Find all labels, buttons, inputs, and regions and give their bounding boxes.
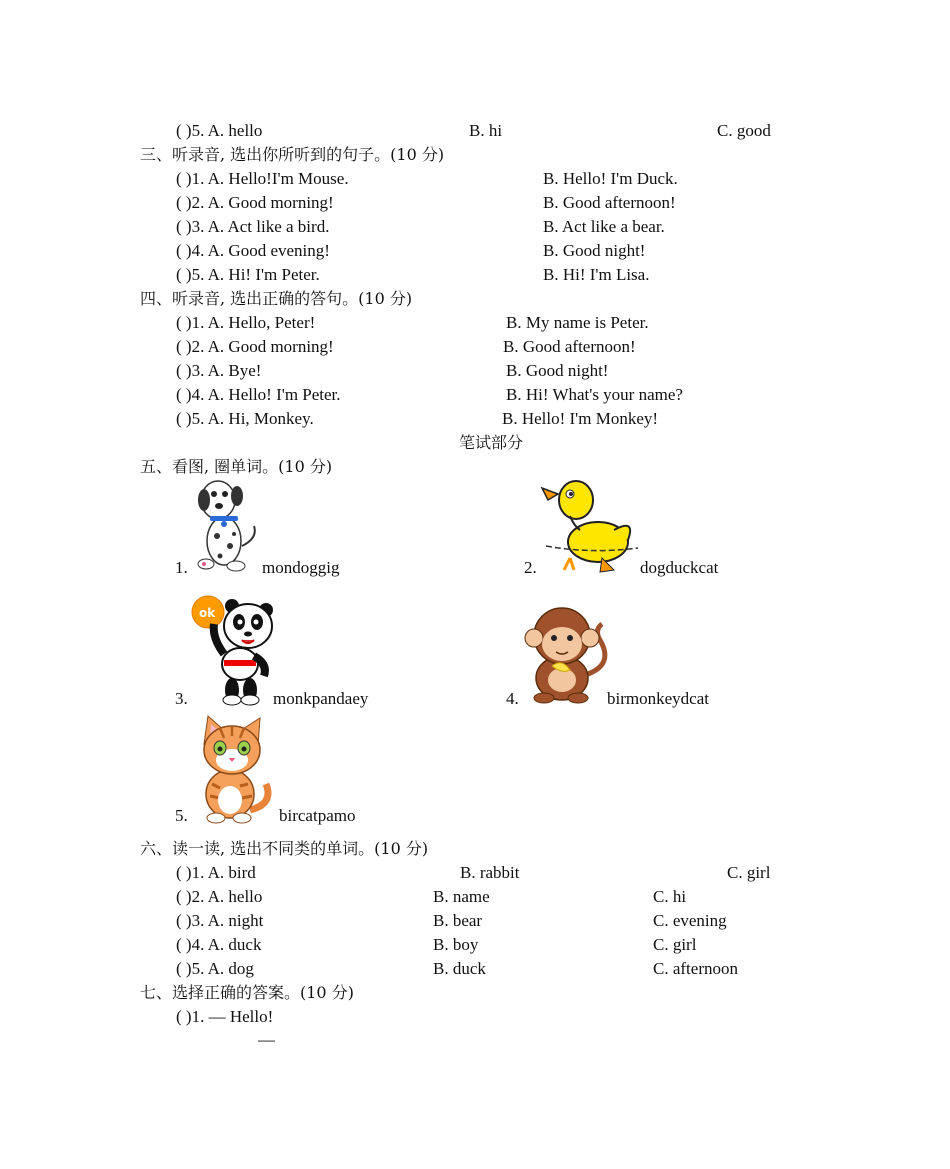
section-4-title: 四、听录音, 选出正确的答句。(10 分)	[140, 289, 413, 308]
option-b: B. rabbit	[460, 863, 520, 882]
option-b: B. hi	[469, 121, 503, 140]
word-puzzle: bircatpamo	[279, 806, 356, 825]
ok-badge-text: ok	[199, 606, 216, 620]
question-text: ( )3. A. Bye!	[176, 361, 262, 380]
question-text: ( )2. A. Good morning!	[176, 193, 334, 212]
question-text: ( )1. A. Hello!I'm Mouse.	[176, 169, 349, 188]
question-text: ( )3. A. night	[176, 911, 264, 930]
option-b: B. boy	[433, 935, 479, 954]
section-5-title: 五、看图, 圈单词。(10 分)	[140, 457, 333, 476]
option-b: B. Hi! What's your name?	[506, 385, 683, 404]
item-number: 2.	[524, 558, 537, 577]
section-3-title: 三、听录音, 选出你所听到的句子。(10 分)	[140, 145, 445, 164]
question-text: ( )5. A. Hi! I'm Peter.	[176, 265, 320, 284]
question-text: ( )1. A. Hello, Peter!	[176, 313, 316, 332]
section-6-title: 六、读一读, 选出不同类的单词。(10 分)	[140, 839, 429, 858]
tabby-cat-image	[190, 714, 274, 824]
item-number: 3.	[175, 689, 188, 708]
question-text: ( )5. A. Hi, Monkey.	[176, 409, 314, 428]
option-c: C. evening	[653, 911, 727, 930]
option-b: B. duck	[433, 959, 486, 978]
option-b: B. Good night!	[506, 361, 609, 380]
section-7-title: 七、选择正确的答案。(10 分)	[140, 983, 354, 1002]
option-b: B. Hi! I'm Lisa.	[543, 265, 650, 284]
item-number: 4.	[506, 689, 519, 708]
question-text: ( )4. A. Good evening!	[176, 241, 330, 260]
option-c: C. afternoon	[653, 959, 738, 978]
option-b: B. name	[433, 887, 490, 906]
written-part-heading: 笔试部分	[459, 433, 524, 452]
option-b: B. Good night!	[543, 241, 646, 260]
question-text: ( )5. A. hello	[176, 121, 263, 140]
question-text: ( )4. A. duck	[176, 935, 262, 954]
word-puzzle: mondoggig	[262, 558, 340, 577]
option-b: B. Good afternoon!	[503, 337, 636, 356]
option-b: B. Hello! I'm Duck.	[543, 169, 678, 188]
word-puzzle: dogduckcat	[640, 558, 719, 577]
option-b: B. Hello! I'm Monkey!	[502, 409, 659, 428]
option-c: C. girl	[727, 863, 771, 882]
word-puzzle: birmonkeydcat	[607, 689, 709, 708]
option-b: B. Act like a bear.	[543, 217, 665, 236]
question-text: ( )1. A. bird	[176, 863, 256, 882]
question-text: ( )2. A. hello	[176, 887, 263, 906]
question-text: ( )5. A. dog	[176, 959, 254, 978]
item-number: 1.	[175, 558, 188, 577]
dalmatian-dog-image	[190, 476, 264, 574]
option-b: B. bear	[433, 911, 483, 930]
question-text: ( )3. A. Act like a bird.	[176, 217, 330, 236]
question-text: ( )4. A. Hello! I'm Peter.	[176, 385, 341, 404]
question-text: ( )2. A. Good morning!	[176, 337, 334, 356]
panda-image	[190, 594, 276, 706]
reply-dash: —	[258, 1030, 275, 1049]
option-c: C. good	[717, 121, 771, 140]
option-c: C. hi	[653, 887, 687, 906]
yellow-duck-image	[540, 474, 642, 576]
question-text: ( )1. — Hello!	[176, 1007, 274, 1026]
option-c: C. girl	[653, 935, 697, 954]
item-number: 5.	[175, 806, 188, 825]
option-b: B. Good afternoon!	[543, 193, 676, 212]
option-b: B. My name is Peter.	[506, 313, 649, 332]
word-puzzle: monkpandaey	[273, 689, 369, 708]
monkey-image	[522, 604, 610, 704]
